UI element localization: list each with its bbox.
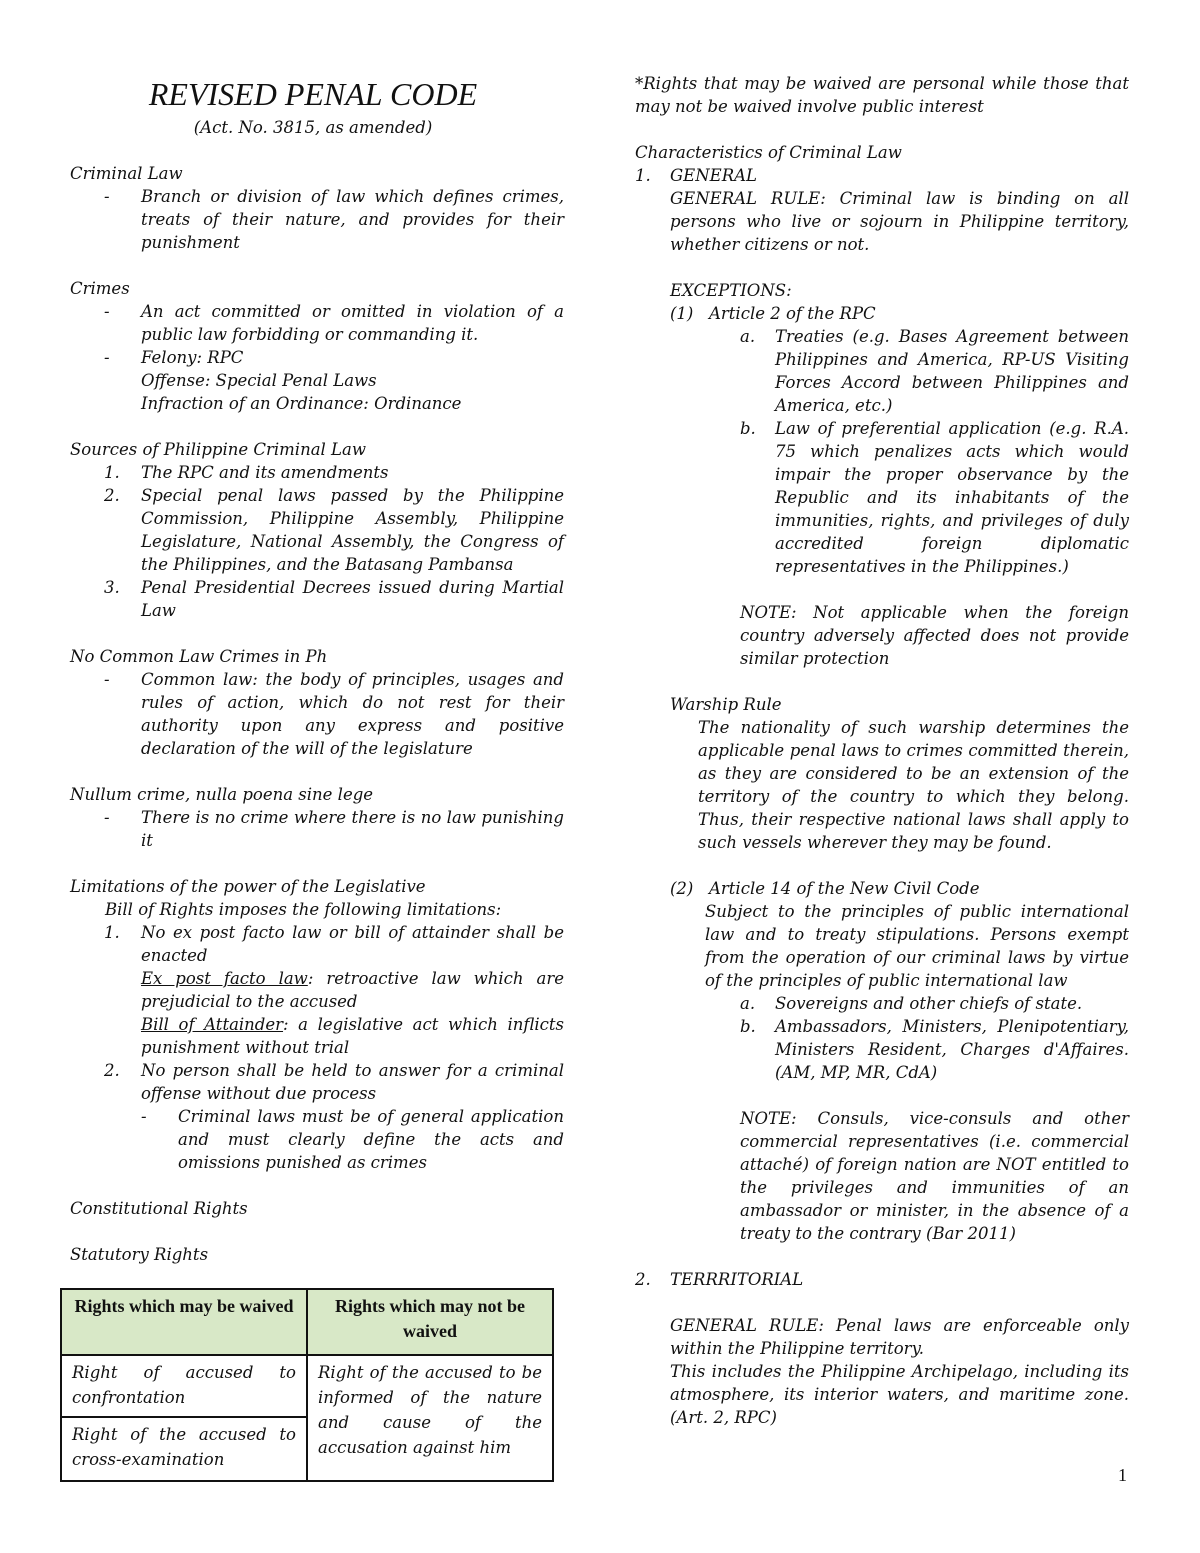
section-nullum — [70, 783, 564, 852]
left-column — [70, 72, 564, 1482]
section-criminal-law — [70, 162, 564, 254]
section-heading: Limitations of the power of the Legislative — [70, 877, 426, 896]
statutory-rights-heading: Statutory Rights — [70, 1245, 209, 1264]
list-item: a. Sovereigns and other chiefs of state. — [740, 994, 1083, 1013]
table-header-non-waivable: Rights which may not be waived — [307, 1289, 553, 1355]
note-reciprocity: NOTE: Not applicable when the foreign country adversely affected does not provide similar protection — [740, 603, 1129, 668]
document-title: REVISED PENAL CODE — [148, 76, 478, 112]
list-item: b. Ambassadors, Ministers, Plenipotentiary, Ministers Resident, Charges d'Affaires. (AM, MP, MR, CdA) — [740, 1017, 1129, 1082]
right-column — [635, 72, 1129, 1429]
section-heading: No Common Law Crimes in Ph — [70, 647, 328, 666]
list-item: (1) Article 2 of the RPC — [670, 304, 876, 323]
list-item: 1. The RPC and its amendments — [104, 463, 389, 482]
felony-line: Felony: RPC — [141, 348, 244, 367]
territorial-text: This includes the Philippine Archipelago, including its atmosphere, its interior waters, and maritime zone. (Art. 2, RPC) — [670, 1362, 1129, 1427]
offense-line: Offense: Special Penal Laws — [141, 371, 377, 390]
list-item: 2. Special penal laws passed by the Philippine Commission, Philippine Assembly, Philippine Legislature, National Assembly, the Congress of the Philippines, and the Batasang Pambansa — [104, 486, 564, 574]
section-sources — [70, 438, 564, 622]
bullet-item: - Branch or division of law which defines crimes, treats of their nature, and provides for their punishment — [104, 187, 564, 252]
section-limitations — [70, 875, 564, 1174]
characteristics-heading: Characteristics of Criminal Law — [635, 143, 902, 162]
document-subtitle: (Act. No. 3815, as amended) — [193, 118, 433, 137]
table-header-waivable: Rights which may be waived — [61, 1289, 307, 1355]
list-item: 2. No person shall be held to answer for a criminal offense without due process — [104, 1061, 564, 1103]
bill-of-attainder-definition: Bill of Attainder: a legislative act which inflicts punishment without trial — [141, 1015, 564, 1057]
exceptions-heading: EXCEPTIONS: — [670, 281, 792, 300]
bullet-item: - There is no crime where there is no law punishing it — [104, 808, 564, 850]
warship-text: The nationality of such warship determines the applicable penal laws to crimes committed therein, as they are considered to be an extension of the territory of the country to which they belong. Thus, their respective national laws shall apply to such vessels wherever they may be found. — [698, 718, 1129, 852]
section-common-law — [70, 645, 564, 760]
bullet-item: - Common law: the body of principles, usages and rules of action, which do not rest for their authority upon any express and positive declaration of the will of the legislature — [104, 670, 564, 758]
list-item: 1. GENERAL — [635, 166, 758, 185]
infraction-line: Infraction of an Ordinance: Ordinance — [141, 394, 462, 413]
limitations-intro: Bill of Rights imposes the following limitations: — [105, 900, 502, 919]
note-consuls: NOTE: Consuls, vice-consuls and other commercial representatives (i.e. commercial attaché) of foreign nation are NOT entitled to the privileges and immunities of an ambassador or minister, in the absence of a treaty to the contrary (Bar 2011) — [740, 1109, 1129, 1243]
section-heading: Nullum crime, nulla poena sine lege — [70, 785, 374, 804]
bullet-item: - An act committed or omitted in violation of a public law forbidding or commanding it. — [104, 302, 564, 344]
section-heading: Crimes — [70, 279, 130, 298]
table-cell: Right of the accused to cross-examination — [61, 1417, 307, 1481]
list-item: b. Law of preferential application (e.g. R.A. 75 which penalizes acts which would impair the proper observance by the Republic and its inhabitants of the immunities, rights, and privileges of duly accredited foreign diplomatic representatives in the Philippines.) — [740, 419, 1129, 576]
general-rule: GENERAL RULE: Criminal law is binding on all persons who live or sojourn in Philippine territory, whether citizens or not. — [670, 189, 1129, 254]
section-heading: Sources of Philippine Criminal Law — [70, 440, 366, 459]
section-heading: Criminal Law — [70, 164, 183, 183]
article-14-text: Subject to the principles of public international law and to treaty stipulations. Persons exempt from the operation of our criminal laws by virtue of the principles of public international law — [705, 902, 1129, 990]
list-item: 3. Penal Presidential Decrees issued during Martial Law — [104, 578, 564, 620]
table-cell: Right of accused to confrontation — [61, 1355, 307, 1417]
list-item: a. Treaties (e.g. Bases Agreement between Philippines and America, RP-US Visiting Forces Accord between Philippines and America, etc.) — [740, 327, 1129, 415]
waived-note: *Rights that may be waived are personal while those that may not be waived involve public interest — [635, 74, 1129, 116]
section-crimes — [70, 277, 564, 415]
warship-heading: Warship Rule — [670, 695, 782, 714]
rights-table — [60, 1288, 554, 1482]
page-number: 1 — [1118, 1465, 1127, 1485]
constitutional-rights-heading: Constitutional Rights — [70, 1199, 248, 1218]
list-item: (2) Article 14 of the New Civil Code — [670, 879, 980, 898]
territorial-rule: GENERAL RULE: Penal laws are enforceable only within the Philippine territory. — [670, 1316, 1129, 1358]
list-item: 2. TERRRITORIAL — [635, 1270, 804, 1289]
table-cell: Right of the accused to be informed of the nature and cause of the accusation against him — [307, 1355, 553, 1481]
bullet-item: - Felony: RPC Offense: Special Penal Laws Infraction of an Ordinance: Ordinance — [70, 346, 564, 415]
list-item: 1. No ex post facto law or bill of attainder shall be enacted Ex post facto law: retroactive law which are prejudicial to the accused Bill of Attainder: a legislative act which inflicts punishment without trial — [104, 923, 564, 1057]
bullet-item: - Criminal laws must be of general application and must clearly define the acts and omissions punished as crimes — [141, 1107, 564, 1172]
ex-post-facto-definition: Ex post facto law: retroactive law which are prejudicial to the accused — [141, 969, 564, 1011]
